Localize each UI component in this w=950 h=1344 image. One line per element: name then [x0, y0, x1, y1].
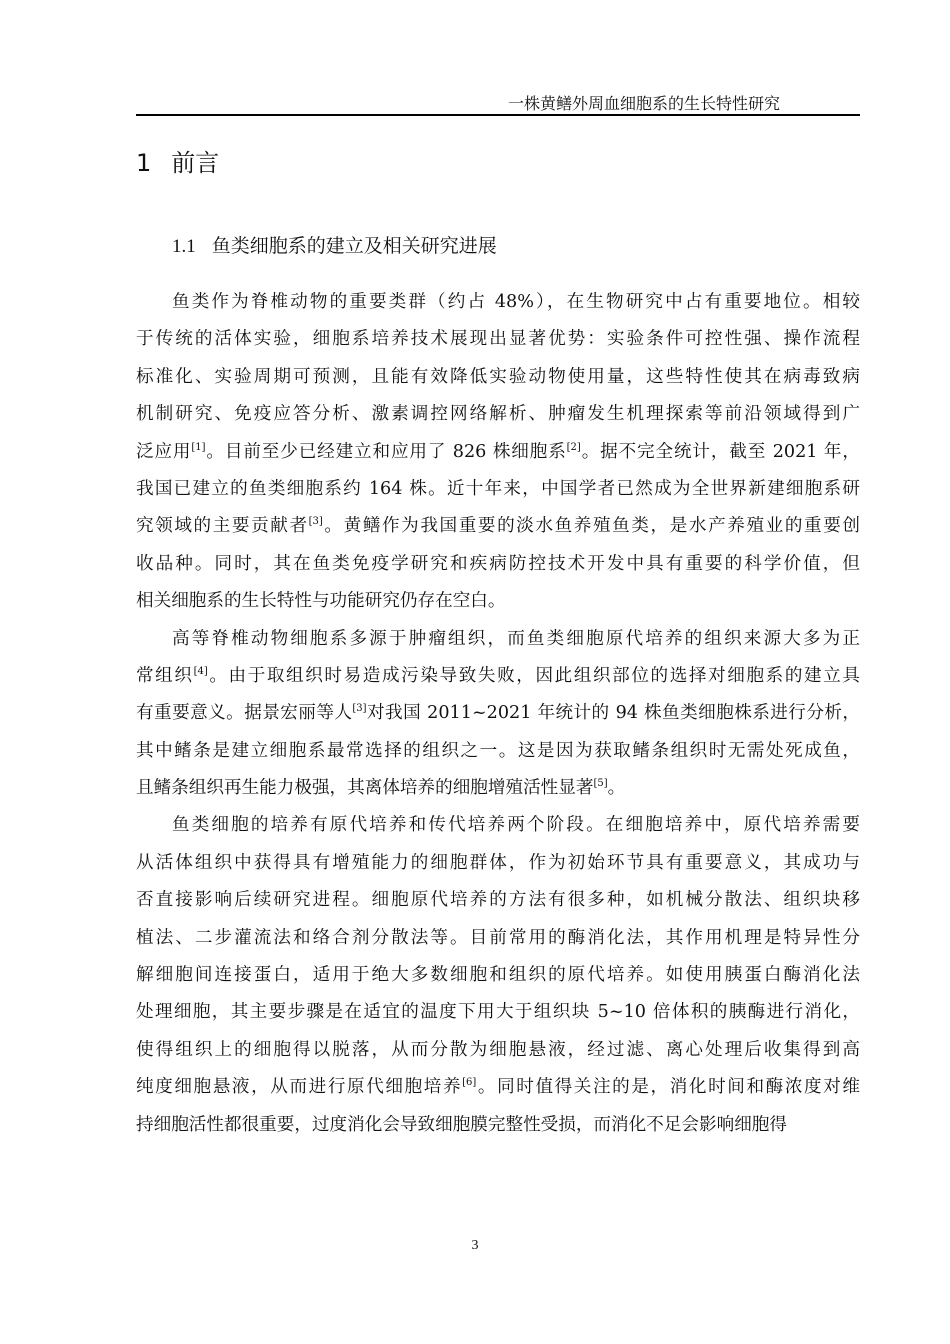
section-title: 鱼类细胞系的建立及相关研究进展 [211, 235, 497, 257]
text-run: 从活体组织中获得具有增殖能力的细胞群体，作为初始环节具有重要意义，其成功与 [136, 852, 860, 873]
text-run: 我国已建立的鱼类细胞系约 164 株。近十年来，中国学者已然成为全世界新建细胞系研 [136, 478, 860, 499]
text-run: 纯度细胞悬液，从而进行原代细胞培养 [136, 1077, 463, 1098]
header-rule [136, 114, 860, 116]
text-run: 。 [607, 778, 626, 799]
text-run: 其中鳍条是建立细胞系最常选择的组织之一。这是因为获取鳍条组织时无需处死成鱼， [136, 740, 860, 761]
text-line [136, 621, 860, 658]
text-run: 否直接影响后续研究进程。细胞原代培养的方法有很多种，如机械分散法、组织块移 [136, 890, 860, 911]
text-run: 。黄鳝作为我国重要的淡水鱼养殖鱼类，是水产养殖业的重要创 [322, 516, 860, 537]
text-run: 且鳍条组织再生能力极强，其离体培养的细胞增殖活性显著 [136, 778, 594, 799]
text-line [136, 321, 860, 358]
text-line [136, 508, 860, 545]
page-number: 3 [471, 1238, 479, 1253]
running-header [136, 94, 860, 114]
citation: [5] [593, 778, 608, 790]
text-run: 收品种。同时，其在鱼类免疫学研究和疾病防控技术开发中具有重要的科学价值，但 [136, 553, 860, 574]
section-number: 1.1 [172, 236, 196, 257]
text-line [136, 583, 860, 620]
text-line [136, 994, 860, 1031]
paragraph [136, 284, 860, 621]
citation: [1] [191, 441, 206, 453]
text-line [136, 882, 860, 919]
text-run: 常组织 [136, 665, 194, 686]
running-title: 一株黄鳝外周血细胞系的生长特性研究 [507, 94, 780, 113]
citation: [3] [308, 516, 323, 528]
text-run: 究领域的主要贡献者 [136, 516, 309, 537]
text-run: 对我国 2011~2021 年统计的 94 株鱼类细胞株系进行分析， [366, 703, 860, 724]
text-line [136, 845, 860, 882]
chapter-number: 1 [136, 149, 152, 177]
text-run: 解细胞间连接蛋白，适用于绝大多数细胞和组织的原代培养。如使用胰蛋白酶消化法 [136, 965, 860, 986]
text-line [136, 396, 860, 433]
text-run: 。同时值得关注的是，消化时间和酶浓度对维 [476, 1077, 860, 1098]
citation: [6] [462, 1077, 477, 1089]
text-run: 有重要意义。据景宏丽等人 [136, 703, 353, 724]
text-run: 植法、二步灌流法和络合剂分散法等。目前常用的酶消化法，其作用机理是特异性分 [136, 927, 860, 948]
text-run: 标准化、实验周期可预测，且能有效降低实验动物使用量，这些特性使其在病毒致病 [136, 366, 860, 387]
text-line [136, 1069, 860, 1106]
text-run: 。据不完全统计，截至 2021 年， [580, 441, 860, 462]
text-line [136, 1107, 860, 1144]
text-run: 使得组织上的细胞得以脱落，从而分散为细胞悬液，经过滤、离心处理后收集得到高 [136, 1039, 860, 1060]
text-run: 。由于取组织时易造成污染导致失败，因此组织部位的选择对细胞系的建立具 [207, 665, 860, 686]
body-text [136, 284, 860, 1144]
text-run: 相关细胞系的生长特性与功能研究仍存在空白。 [136, 591, 506, 612]
paragraph [136, 621, 860, 808]
text-run: 鱼类作为脊椎动物的重要类群（约占 48%），在生物研究中占有重要地位。相较 [172, 292, 860, 312]
text-run: 鱼类细胞的培养有原代培养和传代培养两个阶段。在细胞培养中，原代培养需要 [172, 815, 860, 836]
text-line [136, 1032, 860, 1069]
text-line [136, 546, 860, 583]
text-line [136, 733, 860, 770]
text-line [136, 359, 860, 396]
citation: [4] [193, 666, 208, 678]
text-run: 持细胞活性都很重要，过度消化会导致细胞膜完整性受损，而消化不足会影响细胞得 [136, 1114, 787, 1135]
text-run: 。目前至少已经建立和应用了 826 株细胞系 [205, 441, 567, 462]
text-line [136, 695, 860, 732]
text-line [136, 770, 860, 807]
text-line [136, 434, 860, 471]
text-line [136, 807, 860, 844]
text-line [136, 658, 860, 695]
citation: [3] [352, 703, 367, 715]
text-run: 于传统的活体实验，细胞系培养技术展现出显著优势：实验条件可控性强、操作流程 [136, 329, 860, 350]
section-heading [172, 231, 497, 262]
text-run: 高等脊椎动物细胞系多源于肿瘤组织，而鱼类细胞原代培养的组织来源大多为正 [172, 628, 860, 649]
text-run: 机制研究、免疫应答分析、激素调控网络解析、肿瘤发生机理探索等前沿领域得到广 [136, 404, 860, 425]
text-line [136, 284, 860, 321]
text-run: 处理细胞，其主要步骤是在适宜的温度下用大于组织块 5~10 倍体积的胰酶进行消化， [136, 1002, 860, 1023]
text-line [136, 957, 860, 994]
text-line [136, 471, 860, 508]
chapter-title: 前言 [171, 149, 220, 177]
paragraph [136, 807, 860, 1144]
chapter-heading [136, 146, 219, 180]
text-run: 泛应用 [136, 441, 192, 462]
text-line [136, 920, 860, 957]
citation: [2] [566, 441, 581, 453]
